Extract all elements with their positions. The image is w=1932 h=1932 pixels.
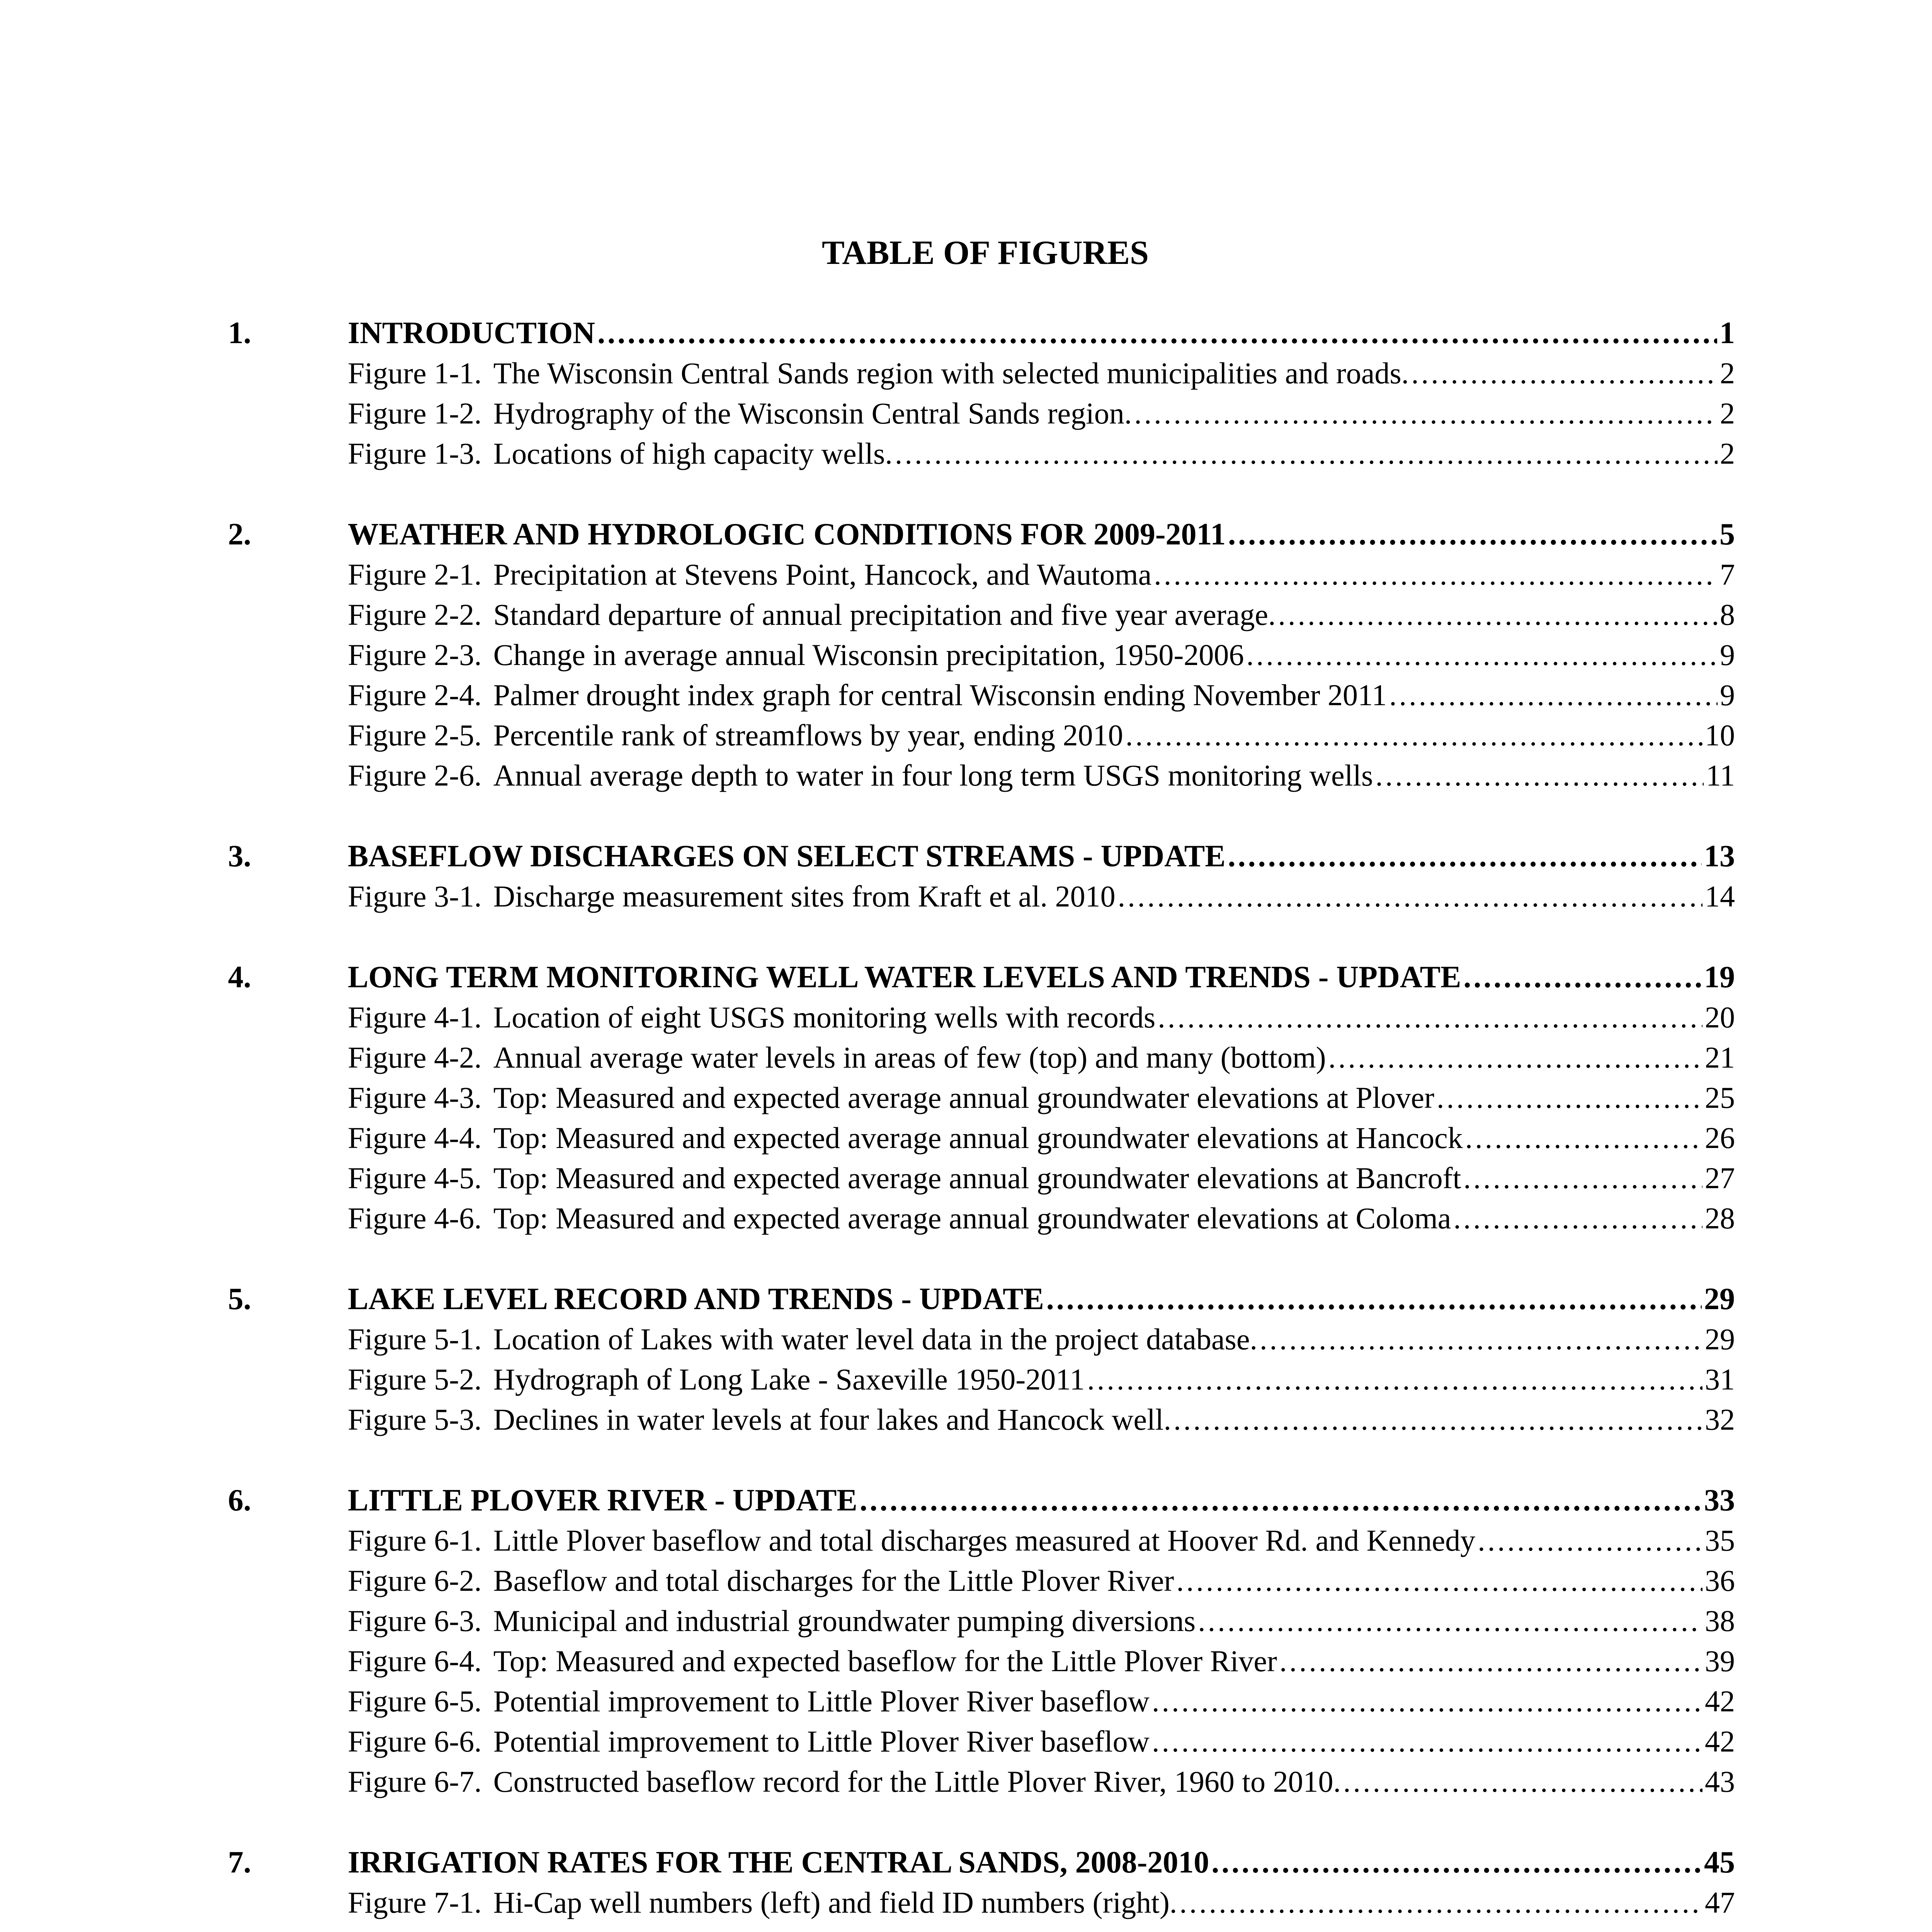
figure-id: Figure 2-4. <box>348 678 482 712</box>
figure-entry-link[interactable] <box>228 1198 1735 1238</box>
figure-label <box>348 1883 1177 1923</box>
figure-page-number: 43 <box>1705 1765 1735 1798</box>
toc-section <box>228 1480 1735 1802</box>
table-of-figures <box>228 313 1735 1932</box>
figure-page-number: 9 <box>1720 638 1735 672</box>
section-page-number: 1 <box>1719 316 1735 350</box>
figure-entry-link[interactable] <box>228 635 1735 675</box>
section-number: 4. <box>228 960 251 994</box>
figure-entry-link[interactable] <box>228 876 1735 917</box>
figure-id: Figure 6-6. <box>348 1725 482 1758</box>
figure-page-number: 36 <box>1705 1564 1735 1597</box>
page-title: TABLE OF FIGURES <box>822 234 1149 272</box>
figure-caption: Location of Lakes with water level data in the project database. <box>493 1322 1257 1356</box>
dot-leader <box>1134 393 1718 434</box>
figure-entry-link[interactable] <box>228 1078 1735 1118</box>
figure-entry-link[interactable] <box>228 1641 1735 1681</box>
figure-page-number: 35 <box>1705 1524 1735 1557</box>
figure-label <box>348 715 1123 755</box>
section-title: INTRODUCTION <box>348 316 595 350</box>
figure-label <box>348 1118 1463 1158</box>
figure-caption: Hi-Cap well numbers (left) and field ID numbers (right). <box>493 1886 1177 1919</box>
figure-page-number: 9 <box>1720 678 1735 712</box>
figure-label <box>348 876 1116 917</box>
figure-label <box>348 1319 1257 1359</box>
figure-caption: Top: Measured and expected average annual groundwater elevations at Coloma <box>493 1201 1451 1235</box>
figure-caption: Percentile rank of streamflows by year, ending 2010 <box>493 718 1123 752</box>
figure-entry-link[interactable] <box>228 1520 1735 1561</box>
figure-id: Figure 1-1. <box>348 356 482 390</box>
figure-id: Figure 4-4. <box>348 1121 482 1155</box>
dot-leader <box>1154 554 1718 595</box>
figure-id: Figure 6-7. <box>348 1765 482 1798</box>
section-heading-link[interactable] <box>228 313 1735 353</box>
figure-caption: Potential improvement to Little Plover River baseflow <box>493 1684 1150 1718</box>
figure-page-number: 7 <box>1720 558 1735 591</box>
section-title: LONG TERM MONITORING WELL WATER LEVELS AND TRENDS - UPDATE <box>348 960 1461 994</box>
figure-caption: Change in average annual Wisconsin precipitation, 1950-2006 <box>493 638 1244 672</box>
figure-id: Figure 5-3. <box>348 1403 482 1436</box>
dot-leader <box>1279 1641 1702 1681</box>
figure-page-number: 31 <box>1705 1362 1735 1396</box>
dot-leader <box>1437 1078 1702 1118</box>
figure-page-number: 2 <box>1720 396 1735 430</box>
figure-id: Figure 1-2. <box>348 396 482 430</box>
figure-id: Figure 4-2. <box>348 1041 482 1074</box>
figure-id: Figure 6-1. <box>348 1524 482 1557</box>
section-page-number: 19 <box>1704 960 1735 994</box>
figure-id: Figure 1-3. <box>348 437 482 470</box>
section-number: 7. <box>228 1845 251 1879</box>
dot-leader <box>1278 595 1718 635</box>
section-title: LITTLE PLOVER RIVER - UPDATE <box>348 1483 857 1517</box>
dot-leader <box>1211 1842 1702 1883</box>
figure-id: Figure 6-5. <box>348 1684 482 1718</box>
figure-caption: Standard departure of annual precipitation and five year average. <box>493 598 1276 631</box>
figure-label <box>348 1037 1326 1078</box>
dot-leader <box>1328 1037 1702 1078</box>
figure-page-number: 26 <box>1705 1121 1735 1155</box>
figure-label <box>348 434 893 474</box>
dot-leader <box>860 1480 1702 1520</box>
dot-leader <box>1173 1400 1702 1440</box>
figure-entry-link[interactable] <box>228 1319 1735 1359</box>
toc-section <box>228 514 1735 796</box>
figure-label <box>348 1158 1461 1198</box>
figure-page-number: 32 <box>1705 1403 1735 1436</box>
figure-caption: The Wisconsin Central Sands region with selected municipalities and roads. <box>493 356 1409 390</box>
dot-leader <box>1228 836 1702 876</box>
dot-leader <box>1453 1198 1702 1238</box>
figure-page-number: 14 <box>1705 879 1735 913</box>
figure-label <box>348 1561 1174 1601</box>
figure-page-number: 27 <box>1705 1161 1735 1195</box>
dot-leader <box>895 434 1718 474</box>
figure-caption: Top: Measured and expected average annual groundwater elevations at Bancroft <box>493 1161 1461 1195</box>
figure-label <box>348 1078 1434 1118</box>
figure-page-number: 42 <box>1705 1684 1735 1718</box>
dot-leader <box>1411 353 1718 393</box>
figure-entry-link[interactable] <box>228 393 1735 434</box>
figure-caption: Locations of high capacity wells. <box>493 437 893 470</box>
figure-entry-link[interactable] <box>228 1601 1735 1641</box>
figure-caption: Annual average depth to water in four long term USGS monitoring wells <box>493 759 1373 792</box>
figure-page-number: 29 <box>1705 1322 1735 1356</box>
figure-label <box>348 675 1387 715</box>
section-heading-link[interactable] <box>228 1279 1735 1319</box>
dot-leader <box>1126 715 1702 755</box>
figure-label <box>348 1359 1085 1400</box>
figure-entry-link[interactable] <box>228 755 1735 796</box>
figure-caption: Palmer drought index graph for central Wisconsin ending November 2011 <box>493 678 1387 712</box>
section-number: 6. <box>228 1483 251 1517</box>
figure-entry-link[interactable] <box>228 1158 1735 1198</box>
dot-leader <box>1198 1601 1702 1641</box>
figure-caption: Top: Measured and expected average annual groundwater elevations at Hancock <box>493 1121 1463 1155</box>
section-heading-link[interactable] <box>228 836 1735 876</box>
figure-page-number: 25 <box>1705 1081 1735 1114</box>
dot-leader <box>1176 1561 1702 1601</box>
dot-leader <box>1228 514 1717 554</box>
figure-label <box>348 1721 1150 1762</box>
figure-caption: Declines in water levels at four lakes and Hancock well. <box>493 1403 1171 1436</box>
section-heading-link[interactable] <box>228 957 1735 997</box>
figure-id: Figure 7-1. <box>348 1886 482 1919</box>
dot-leader <box>1118 876 1702 917</box>
figure-label <box>348 1520 1475 1561</box>
figure-page-number: 2 <box>1720 437 1735 470</box>
dot-leader <box>1463 957 1702 997</box>
section-page-number: 13 <box>1704 839 1735 873</box>
figure-label <box>348 997 1155 1037</box>
figure-id: Figure 6-2. <box>348 1564 482 1597</box>
figure-entry-link[interactable] <box>228 1118 1735 1158</box>
dot-leader <box>1463 1158 1702 1198</box>
figure-label <box>348 595 1276 635</box>
figure-page-number: 11 <box>1706 759 1735 792</box>
figure-caption: Discharge measurement sites from Kraft et al. 2010 <box>493 879 1116 913</box>
figure-label <box>348 353 1409 393</box>
section-heading-link[interactable] <box>228 1842 1735 1883</box>
figure-id: Figure 6-4. <box>348 1644 482 1678</box>
figure-entry-link[interactable] <box>228 997 1735 1037</box>
figure-entry-link[interactable] <box>228 1359 1735 1400</box>
figure-entry-link[interactable] <box>228 1400 1735 1440</box>
dot-leader <box>1260 1319 1702 1359</box>
figure-page-number: 42 <box>1705 1725 1735 1758</box>
figure-caption: Top: Measured and expected average annual groundwater elevations at Plover <box>493 1081 1435 1114</box>
figure-entry-link[interactable] <box>228 715 1735 755</box>
section-heading-link[interactable] <box>228 1480 1735 1520</box>
figure-id: Figure 2-2. <box>348 598 482 631</box>
figure-entry-link[interactable] <box>228 1681 1735 1721</box>
figure-id: Figure 2-5. <box>348 718 482 752</box>
dot-leader <box>1465 1118 1702 1158</box>
figure-label <box>348 1681 1150 1721</box>
figure-label <box>348 635 1244 675</box>
figure-entry-link[interactable] <box>228 595 1735 635</box>
section-page-number: 5 <box>1719 517 1735 551</box>
figure-page-number: 38 <box>1705 1604 1735 1638</box>
figure-page-number: 28 <box>1705 1201 1735 1235</box>
figure-page-number: 21 <box>1705 1041 1735 1074</box>
figure-page-number: 8 <box>1720 598 1735 631</box>
dot-leader <box>597 313 1717 353</box>
figure-page-number: 47 <box>1705 1886 1735 1919</box>
figure-caption: Hydrography of the Wisconsin Central Sands region. <box>493 396 1132 430</box>
figure-id: Figure 4-6. <box>348 1201 482 1235</box>
figure-label <box>348 1601 1196 1641</box>
section-page-number: 33 <box>1704 1483 1735 1517</box>
section-title: BASEFLOW DISCHARGES ON SELECT STREAMS - UPDATE <box>348 839 1226 873</box>
figure-entry-link[interactable] <box>228 1561 1735 1601</box>
section-page-number: 45 <box>1704 1845 1735 1879</box>
figure-label <box>348 1400 1171 1440</box>
section-number: 5. <box>228 1282 251 1316</box>
figure-label <box>348 393 1132 434</box>
figure-label <box>348 1641 1277 1681</box>
figure-id: Figure 4-1. <box>348 1000 482 1034</box>
figure-caption: Hydrograph of Long Lake - Saxeville 1950-2011 <box>493 1362 1085 1396</box>
figure-id: Figure 4-5. <box>348 1161 482 1195</box>
toc-section <box>228 957 1735 1238</box>
section-number: 3. <box>228 839 251 873</box>
figure-page-number: 10 <box>1705 718 1735 752</box>
figure-caption: Top: Measured and expected baseflow for the Little Plover River <box>493 1644 1277 1678</box>
dot-leader <box>1375 755 1704 796</box>
dot-leader <box>1152 1681 1702 1721</box>
figure-caption: Annual average water levels in areas of few (top) and many (bottom) <box>493 1041 1326 1074</box>
figure-label <box>348 1762 1341 1802</box>
figure-entry-link[interactable] <box>228 554 1735 595</box>
figure-caption: Precipitation at Stevens Point, Hancock, and Wautoma <box>493 558 1152 591</box>
dot-leader <box>1478 1520 1702 1561</box>
section-page-number: 29 <box>1704 1282 1735 1316</box>
figure-entry-link[interactable] <box>228 434 1735 474</box>
section-title: WEATHER AND HYDROLOGIC CONDITIONS FOR 2009-2011 <box>348 517 1226 551</box>
dot-leader <box>1158 997 1702 1037</box>
figure-page-number: 39 <box>1705 1644 1735 1678</box>
dot-leader <box>1046 1279 1702 1319</box>
toc-section <box>228 836 1735 917</box>
section-title: IRRIGATION RATES FOR THE CENTRAL SANDS, 2008-2010 <box>348 1845 1209 1879</box>
figure-entry-link[interactable] <box>228 1883 1735 1923</box>
figure-caption: Municipal and industrial groundwater pumping diversions <box>493 1604 1196 1638</box>
section-heading-link[interactable] <box>228 514 1735 554</box>
figure-id: Figure 2-6. <box>348 759 482 792</box>
section-number: 2. <box>228 517 251 551</box>
toc-section <box>228 1279 1735 1440</box>
figure-id: Figure 4-3. <box>348 1081 482 1114</box>
section-title: LAKE LEVEL RECORD AND TRENDS - UPDATE <box>348 1282 1044 1316</box>
figure-id: Figure 3-1. <box>348 879 482 913</box>
dot-leader <box>1152 1721 1702 1762</box>
dot-leader <box>1246 635 1718 675</box>
dot-leader <box>1343 1762 1702 1802</box>
section-number: 1. <box>228 316 251 350</box>
figure-caption: Little Plover baseflow and total discharges measured at Hoover Rd. and Kennedy <box>493 1524 1476 1557</box>
figure-id: Figure 2-1. <box>348 558 482 591</box>
toc-section <box>228 1842 1735 1923</box>
dot-leader <box>1087 1359 1702 1400</box>
figure-id: Figure 2-3. <box>348 638 482 672</box>
figure-entry-link[interactable] <box>228 675 1735 715</box>
figure-entry-link[interactable] <box>228 1762 1735 1802</box>
figure-caption: Baseflow and total discharges for the Little Plover River <box>493 1564 1174 1597</box>
dot-leader <box>1179 1883 1702 1923</box>
figure-page-number: 20 <box>1705 1000 1735 1034</box>
figure-caption: Potential improvement to Little Plover River baseflow <box>493 1725 1150 1758</box>
toc-section <box>228 313 1735 474</box>
figure-entry-link[interactable] <box>228 353 1735 393</box>
figure-page-number: 2 <box>1720 356 1735 390</box>
figure-label <box>348 1198 1451 1238</box>
figure-caption: Constructed baseflow record for the Little Plover River, 1960 to 2010. <box>493 1765 1341 1798</box>
dot-leader <box>1389 675 1718 715</box>
figure-id: Figure 5-1. <box>348 1322 482 1356</box>
figure-label <box>348 755 1373 796</box>
figure-label <box>348 554 1151 595</box>
figure-entry-link[interactable] <box>228 1037 1735 1078</box>
figure-entry-link[interactable] <box>228 1721 1735 1762</box>
figure-id: Figure 6-3. <box>348 1604 482 1638</box>
figure-id: Figure 5-2. <box>348 1362 482 1396</box>
figure-caption: Location of eight USGS monitoring wells with records <box>493 1000 1156 1034</box>
